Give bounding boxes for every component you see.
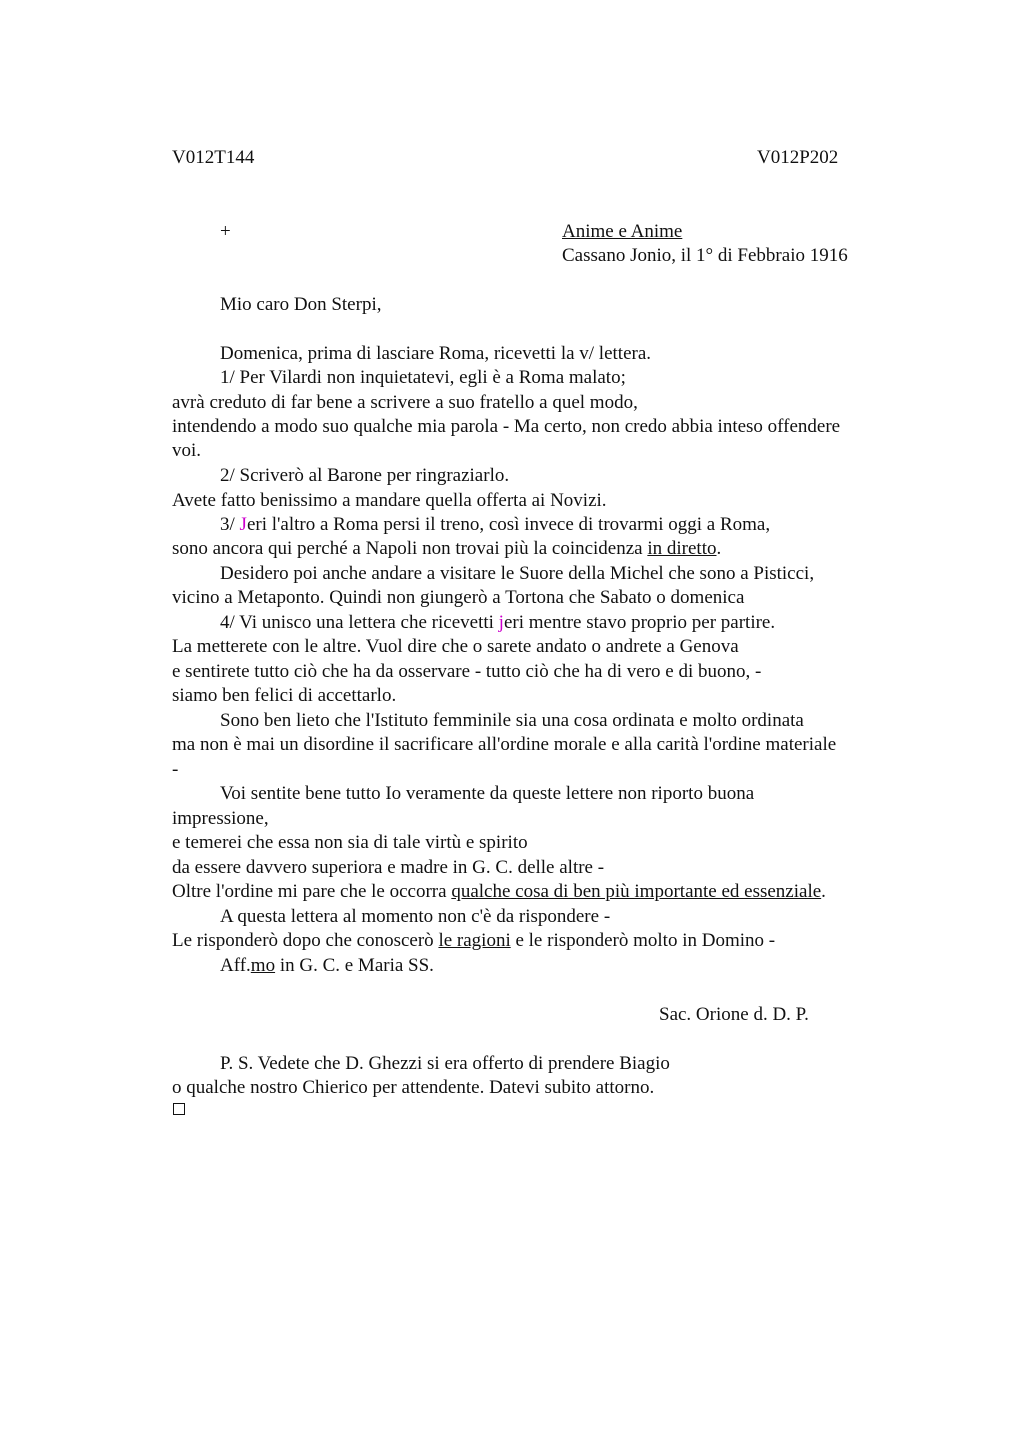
body-text: Aff. [220, 955, 251, 976]
postscript-line: o qualche nostro Chierico per attendente. Datevi subito attorno. [172, 1077, 655, 1098]
body-text: . [821, 881, 826, 902]
body-text: Oltre l'ordine mi pare che le occorra [172, 881, 452, 902]
letter-title: Anime e Anime [562, 221, 683, 242]
salutation: Mio caro Don Sterpi, [220, 294, 382, 315]
body-text: Le risponderò dopo che conoscerò [172, 930, 439, 951]
highlighted-letter: J [239, 514, 247, 535]
signature: Sac. Orione d. D. P. [659, 1004, 809, 1025]
body-line [220, 611, 775, 635]
body-line: da essere davvero superiora e madre in G. C. delle altre - [172, 857, 605, 878]
body-line: siamo ben felici di accettarlo. [172, 685, 397, 706]
body-line: intendendo a modo suo qualche mia parola - Ma certo, non credo abbia inteso offendere [172, 416, 841, 437]
body-line: Domenica, prima di lasciare Roma, ricevetti la v/ lettera. [220, 343, 652, 364]
body-text: 4/ Vi unisco una lettera che ricevetti [220, 612, 499, 633]
body-line: Desidero poi anche andare a visitare le Suore della Michel che sono a Pisticci, [220, 563, 815, 584]
body-line: avrà creduto di far bene a scrivere a suo fratello a quel modo, [172, 392, 638, 413]
body-line: e temerei che essa non sia di tale virtù e spirito [172, 832, 528, 853]
postscript-line: P. S. Vedete che D. Ghezzi si era offerto di prendere Biagio [220, 1053, 670, 1074]
end-marker-box [173, 1103, 185, 1115]
cross-symbol: + [220, 221, 231, 242]
body-line: e sentirete tutto ciò che ha da osservare - tutto ciò che ha di vero e di buono, - [172, 661, 762, 682]
body-text: eri l'altro a Roma persi il treno, così invece di trovarmi oggi a Roma, [246, 514, 771, 535]
body-line: impressione, [172, 808, 269, 829]
body-text: 3/ [220, 514, 240, 535]
body-text: in G. C. e Maria SS. [275, 955, 434, 976]
body-text: eri mentre stavo proprio per partire. [503, 612, 776, 633]
underlined-text: in diretto [647, 538, 717, 559]
document-code-right: V012P202 [757, 147, 839, 168]
body-line: A questa lettera al momento non c'è da rispondere - [220, 906, 611, 927]
highlighted-letter: j [498, 612, 504, 633]
body-line: voi. [172, 440, 202, 461]
underlined-text: mo [250, 955, 276, 976]
closing-line [220, 954, 434, 978]
underlined-text: le ragioni [438, 930, 511, 951]
body-line: Sono ben lieto che l'Istituto femminile sia una cosa ordinata e molto ordinata [220, 710, 804, 731]
underlined-text: qualche cosa di ben più importante ed essenziale [451, 881, 822, 902]
body-line: 2/ Scriverò al Barone per ringraziarlo. [220, 465, 510, 486]
body-line: La metterete con le altre. Vuol dire che o sarete andato o andrete a Genova [172, 636, 739, 657]
body-line [220, 513, 770, 537]
body-line [172, 537, 721, 561]
body-line [172, 929, 775, 953]
body-text: e le risponderò molto in Domino - [510, 930, 776, 951]
body-text: . [716, 538, 722, 559]
document-code-left: V012T144 [172, 147, 255, 168]
body-line: vicino a Metaponto. Quindi non giungerò a Tortona che Sabato o domenica [172, 587, 745, 608]
place-date: Cassano Jonio, il 1° di Febbraio 1916 [562, 245, 848, 266]
body-line: Voi sentite bene tutto Io veramente da queste lettere non riporto buona [220, 783, 755, 804]
body-line: Avete fatto benissimo a mandare quella offerta ai Novizi. [172, 490, 607, 511]
body-line: - [172, 759, 179, 780]
body-line [172, 880, 826, 904]
body-text: sono ancora qui perché a Napoli non trovai più la coincidenza [172, 538, 648, 559]
body-line: 1/ Per Vilardi non inquietatevi, egli è a Roma malato; [220, 367, 626, 388]
body-line: ma non è mai un disordine il sacrificare all'ordine morale e alla carità l'ordine materiale [172, 734, 837, 755]
